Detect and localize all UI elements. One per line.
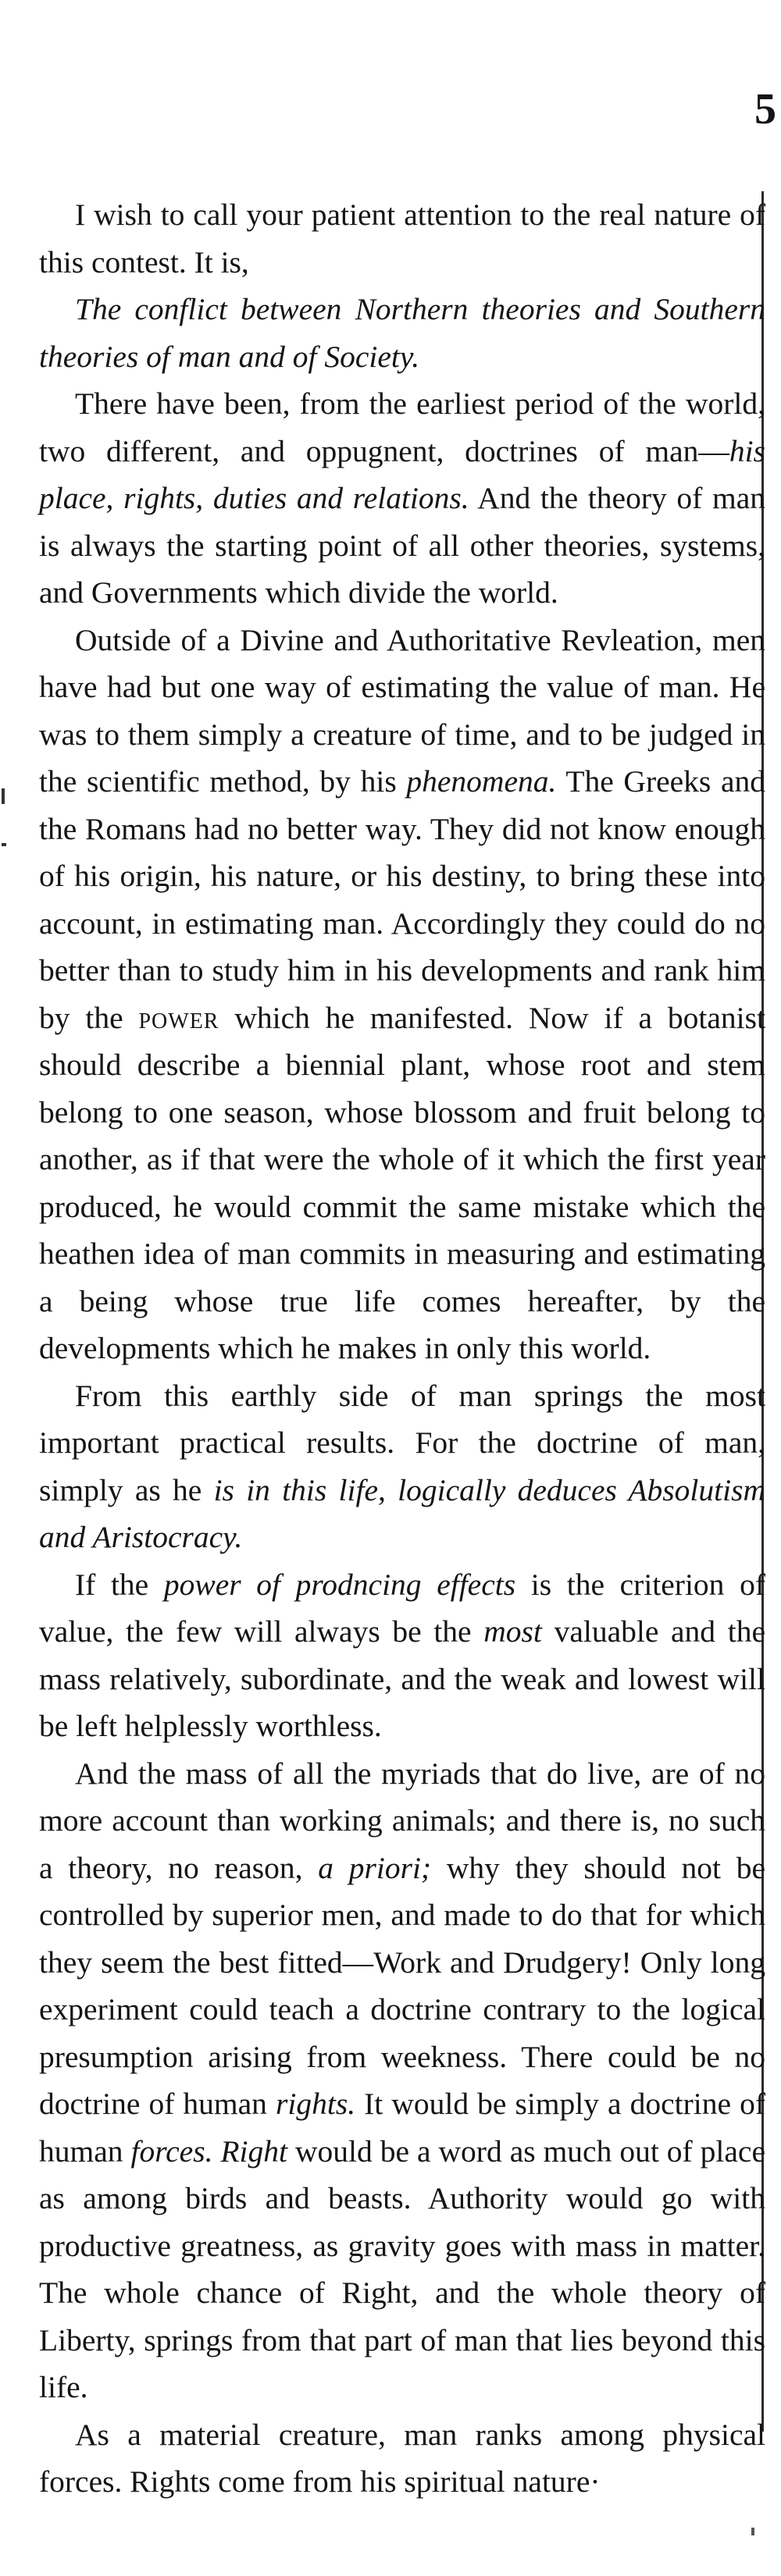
paragraph xyxy=(39,1750,765,2411)
paragraph-text: which he manifested. Now if a botanist should describe a biennial plant, whose root and stem belong to one season, whose blossom and fruit belong to another, as if that were the whole of it which the first year produced, he would commit the same mistake which the heathen idea of man commits in measuring and estimating a being whose true life comes hereafter, by the developments which he makes in only this world. xyxy=(39,1000,765,1365)
italic-text: phenomena. xyxy=(406,764,557,799)
italic-text: is in this life, logically deduces Absolutism and Aristocracy. xyxy=(39,1472,766,1554)
paragraph-text: is the criterion of value, the few will always be the xyxy=(39,1567,765,1649)
italic-text: power of prodncing effects xyxy=(163,1567,516,1602)
paragraph-text: And the mass of all the myriads that do live, are of no more account than working animals; and there is, no such a theory, no reason, xyxy=(39,1756,765,1885)
paragraph xyxy=(39,1372,765,1561)
paragraph-text: And the theory of man is always the starting point of all other theories, systems, and Governments which divide the world. xyxy=(39,481,765,610)
paragraph-text: The Greeks and the Romans had no better way. They did not know enough of his origin, his nature, or his destiny, to bring these into account, in estimating man. Accordingly they could do no better than to study him in his developments and rank him by the xyxy=(39,764,765,1035)
paragraph-text: If the xyxy=(75,1567,164,1602)
paragraph-text: As a material creature, man ranks among physical forces. Rights come from his spiritual nature· xyxy=(39,2417,765,2499)
paragraph-text: why they should not be controlled by superior men, and made to do that for which they seem the best fitted—Work and Drudgery! Only long experiment could teach a doctrine contrary to the logical presumption arising from weekness. There could be no doctrine of human xyxy=(39,1850,765,2121)
paragraph-text: would be a word as much out of place as among birds and beasts. Authority would go with productive greatness, as gravity goes with mass in matter. The whole chance of Right, and the whole theory of Liberty, springs from that part of man that lies beyond this life. xyxy=(39,2133,765,2404)
paragraph xyxy=(39,617,765,1372)
paragraph-text: From this earthly side of man springs the most important practical results. For the doctrine of man, simply as he xyxy=(39,1378,765,1507)
italic-text: a priori; xyxy=(318,1850,432,1885)
italic-text: rights. xyxy=(276,2087,356,2121)
margin-ink-mark xyxy=(2,843,6,846)
paragraph xyxy=(39,380,765,617)
paragraph xyxy=(39,2411,765,2506)
paragraph-text: There have been, from the earliest period of the world, two different, and oppugnent, doctrines of man— xyxy=(39,386,765,468)
margin-ink-mark xyxy=(2,788,5,804)
paragraph-text: It would be simply a doctrine of human xyxy=(39,2087,766,2169)
paragraph-text: I wish to call your patient attention to the real nature of this contest. It is, xyxy=(39,197,765,279)
thesis-statement xyxy=(39,286,765,380)
italic-text: his place, rights, duties and relations. xyxy=(39,433,765,515)
page-number: 5 xyxy=(754,85,776,133)
small-caps-text: power xyxy=(138,1000,219,1035)
paragraph-text: Outside of a Divine and Authoritative Revleation, men have had but one way of estimating the value of man. He was to them simply a creature of time, and to be judged in the scientific method, by his xyxy=(39,622,765,799)
italic-text: most xyxy=(483,1614,542,1649)
paragraph xyxy=(39,1561,765,1750)
ink-speck xyxy=(751,2528,754,2535)
italic-text: forces. Right xyxy=(130,2133,288,2169)
text-column xyxy=(39,191,765,2506)
paragraph xyxy=(39,191,765,286)
paragraph-text: valuable and the mass relatively, subordinate, and the weak and lowest will be left helplessly worthless. xyxy=(39,1614,765,1743)
italic-text: The conflict between Northern theories and Southern theories of man and of Society. xyxy=(39,292,765,374)
